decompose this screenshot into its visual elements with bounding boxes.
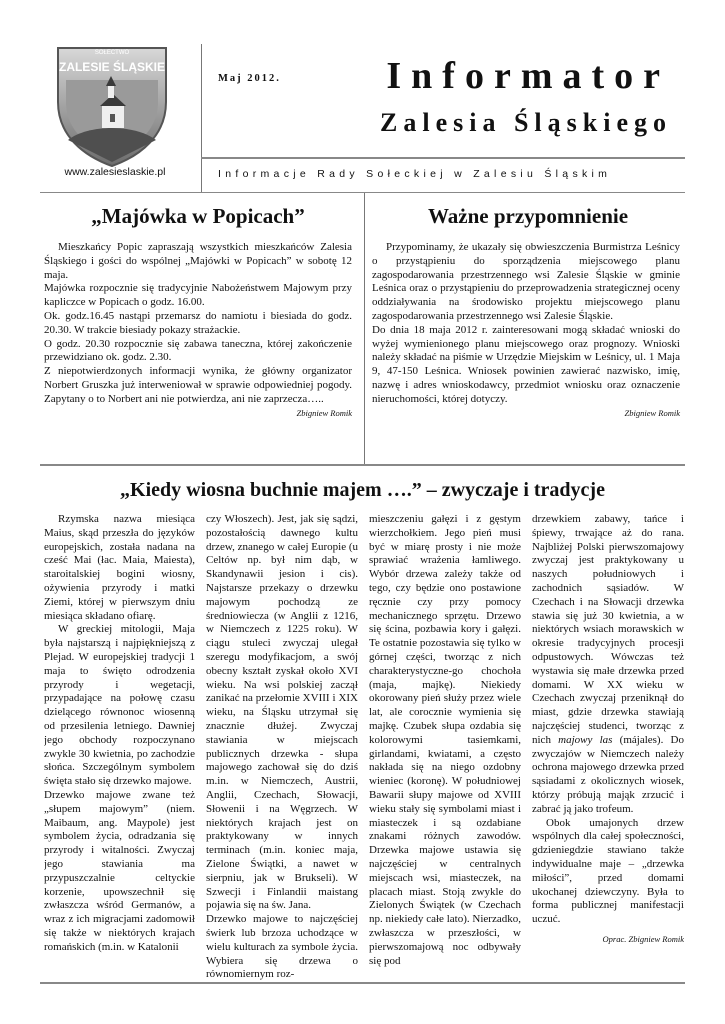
wiosna-column-1 <box>44 513 195 983</box>
majowka-author: Zbigniew Romik <box>296 407 352 418</box>
article-przypomnienie-body <box>372 241 680 419</box>
przypomnienie-paragraph: Przypominamy, że ukazały się obwieszczenia Burmistrza Leśnicy o przystąpieniu do sporządzenia miejscowego planu zagospodarowania przestrzennego wsi Zalesie Śląskie w gminie Leśnica oraz o przystąpieniu do przeprowadzenia strategicznej oceny oddziaływania na środowisko projektu miejscowego planu zagospodarowania przestrzennego wsi Zalesie Śląskie. <box>372 241 680 322</box>
wiosna-paragraph <box>532 513 684 817</box>
wiosna-paragraph: Drzewko majowe to najczęściej świerk lub brzoza uchodzące w wielu kulturach za symbole życia. Wybiera się drzewa o równomiernym roz- <box>206 913 358 981</box>
wiosna-paragraph: czy Włoszech). Jest, jak się sądzi, pozostałością dawnego kultu drzew, znanego w całej Europie (u Celtów np. był nim dąb, w Skandynawii jesion i cis). Najstarsze przekazy o drzewku majowym pochodzą ze średniowiecza (w Anglii z 1216, w Niemczech z 1225 roku). W ciągu stuleci zwyczaj ulegał szeregu modyfikacjom, a swój obecny kształt zyskał około XVI wieku. Na wsi polskiej zaczął zanikać na przełomie XVIII i XIX wieku, na Śląsku utrzymał się znacznie dłużej. Zwyczaj stawiania w miejscach publicznych drzewka - słupa majowego zachował się do dziś m.in. w Niemczech, Austrii, Anglii, Czechach, Słowacji, Słowenii i na Węgrzech. W niektórych krajach jest on praktykowany w innych terminach (m.in. koniec maja, Zielone Świątki, a nawet w sierpniu, jak w Brukseli). W Szwecji i Finlandii maistang pojawia się na św. Jana. <box>206 513 358 912</box>
section-divider <box>40 464 685 466</box>
page-title-sub: Zalesia Śląskiego <box>380 108 672 137</box>
przypomnienie-author: Zbigniew Romik <box>624 407 680 418</box>
wiosna-text: (májales). Do zwyczajów w Niemczech należy ochrona majowego drzewka przed sąsiadami z okolicznych wiosek, którzy próbują mająk zrzucić i zabrać ją jako trofeum. <box>532 733 684 815</box>
przypomnienie-paragraph: Do dnia 18 maja 2012 r. zainteresowani mogą składać wnioski do wyżej wymienionego planu miejscowego oraz prognozy. Wnioski należy składać na piśmie w Urzędzie Miejskim w Leśnicy, ul. 1 Maja 9, 47-150 Leśnica. Wniosek powinien zawierać nazwisko, imię, nazwę i adres wnioskodawcy, przedmiot wniosku oraz oznaczenie nieruchomości, której dotyczy. <box>372 323 680 405</box>
majowka-paragraph: Z niepotwierdzonych informacji wynika, że główny organizator Norbert Gruszka już interweniował w sprawie odpowiedniej pogody. Zapytany o to Norbert ani nie potwierdza, ani nie zaprzecza….. <box>44 365 352 405</box>
issue-date: Maj 2012. <box>218 73 281 84</box>
wiosna-paragraph: mieszczeniu gałęzi i z gęstym wierzchołkiem. Jego pień musi być w miarę prosty i nie może sprawiać wrażenia łamliwego. Wybór drzewa zależy także od tego, czy będzie ono postawione ręcznie czy przy pomocy mechanicznego sprzętu. Drzewo się ścina, pozbawia kory i gałęzi. Te ostatnie pozostawia się tylko w górnej części, tworząc z nich charakterystyczne-go chochoła (maja, majkę). Niekiedy okorowany pień służy przez wiele lat, ale corocznie wymienia się majkę. Czubek słupa ozdabia się kolorowymi tasiemkami, girlandami, kwiatami, a często nakłada się na niego ozdobny wieniec (koronę). W południowej Bawarii słupy majowe od XVIII wieku stały się symbolami miast i miasteczek i są ozdabiane znakami różnych zawodów. Drzewka majowe ustawia się najczęściej w centralnych miejscach wsi, miasteczek, na placach miast. Stoją zwykle do Zielonych Świątek (w Czechach np. niekiedy całe lato). Nierzadko, zwłaszcza w przeszłości, w pierwszomajową noc odbywały się pod <box>369 513 521 967</box>
logo-text: ZALESIE ŚLĄSKIE <box>58 60 165 74</box>
wiosna-paragraph: Rzymska nazwa miesiąca Maius, skąd przeszła do języków europejskich, została nadana na cześć Mai (łac. Maia, Maiesta), staroitalskiej bogini wiosny, ożywienia przyrody i matki Ziemi, której w pierwszym dniu miesiąca składano ofiarę. <box>44 513 195 622</box>
logo-text-top: SOŁECTWO <box>94 50 130 56</box>
page-title: Informator <box>386 55 670 97</box>
majowka-paragraph: O godz. 20.30 rozpocznie się zabawa taneczna, której zakończenie przewidziano ok. godz. 2.30. <box>44 337 352 364</box>
wiosna-paragraph: Obok umajonych drzew wspólnych dla całej społeczności, gdzieniegdzie stawiano także indywidualne maje – „drzewka miłości”, przed domami ukochanej dziewczyny. Była to forma publicznej manifestacji uczuć. <box>532 816 684 926</box>
wiosna-italic-term: majowy las <box>558 733 613 746</box>
article-przypomnienie-title: Ważne przypomnienie <box>427 204 629 228</box>
wiosna-paragraph: W greckiej mitologii, Maja była najstarszą i najpiękniejszą z Plejad. W europejskiej tradycji 1 maja to święto odrodzenia przyrody i wegetacji, przypadające na połowę czasu dzielącego równonoc wiosenną od przesilenia letniego. Dawniej jego obchody rozpoczynano zwykle 30 kwietnia, po zachodzie słońca. Szczególnym symbolem święta stało się drzewko majowe. <box>44 623 195 788</box>
wiosna-author: Oprac. Zbigniew Romik <box>602 933 684 944</box>
majowka-paragraph: Majówka rozpocznie się tradycyjnie Nabożeństwem Majowym przy kapliczce w Popicach o godz. 16.00. <box>44 282 352 309</box>
wiosna-paragraph: Drzewko majowe zwane też „słupem majowym” (niem. Maibaum, ang. Maypole) jest symbolem życia, odradzania się przyrody i witalności. Zwyczaj jego stawiania ma przypuszczalnie celtyckie korzenie, upowszechnił się zwłaszcza wśród Germanów, a wraz z ich migracjami zadomowił się także w niektórych krajach romańskich (m.in. w Katalonii <box>44 788 195 953</box>
articles-divider-vertical <box>364 193 365 464</box>
article-majowka-title: „Majówka w Popicach” <box>91 204 305 228</box>
majowka-paragraph: Ok. godz.16.45 nastąpi przemarsz do namiotu i biesiada do godz. 20.30. W trakcie biesiady pokazy strażackie. <box>44 309 352 336</box>
wiosna-column-2 <box>206 513 358 983</box>
footer-rule <box>40 982 685 984</box>
wiosna-column-3 <box>369 513 521 983</box>
website-url: www.zalesieslaskie.pl <box>64 166 166 178</box>
article-majowka-body <box>44 241 352 419</box>
wiosna-column-4 <box>532 513 684 983</box>
majowka-paragraph: Mieszkańcy Popic zapraszają wszystkich mieszkańców Zalesia Śląskiego i gości do wspólnej „Majówki w Popicach” w sobotę 12 maja. <box>44 241 352 281</box>
header-divider-vertical <box>201 44 202 192</box>
header-divider-horizontal <box>201 157 685 159</box>
page-subtitle: Informacje Rady Sołeckiej w Zalesiu Śląskim <box>218 168 612 180</box>
wiosna-text: drzewkiem zabawy, tańce i śpiewy, trwające aż do rana. Najbliżej Polski pierwszomajowy zwyczaj jest praktykowany u naszych południowych i zachodnich sąsiadów. W Czechach i na Słowacji drzewka stawia się już 30 kwietnia, a w niektórych wsiach morawskich w okresie tradycyjnych procesji odpustowych. Wówczas też wystawia się małe drzewka przed domami. W XX wieku w Czechach zwyczaj przeniknął do miast, gdzie drzewka stawiają najczęściej studenci, tworząc z nich <box>532 513 684 746</box>
article-wiosna-title: „Kiedy wiosna buchnie majem ….” – zwyczaje i tradycje <box>120 479 605 501</box>
header-bottom-rule <box>40 192 685 193</box>
